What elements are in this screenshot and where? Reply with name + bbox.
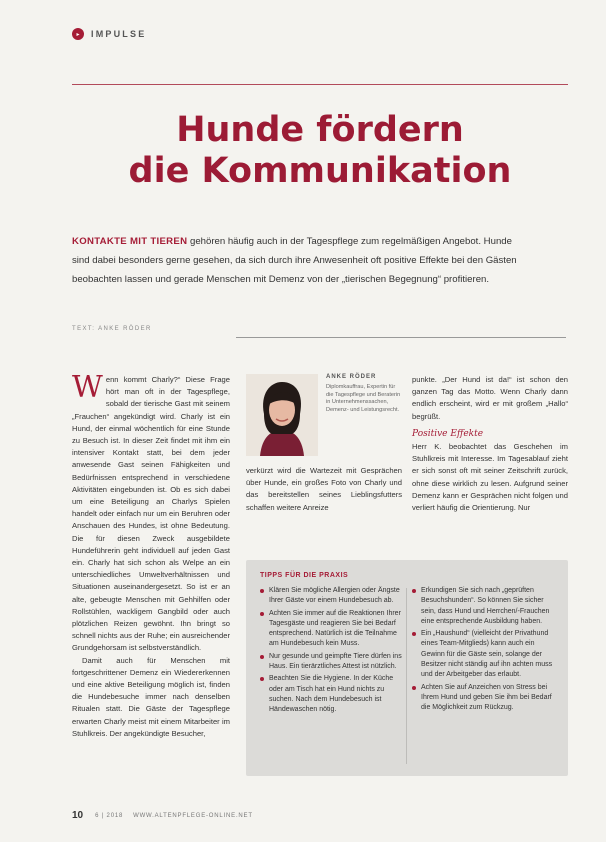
intro-text: gehören häufig auch in der Tagespflege zum regelmäßigen Angebot. Hunde sind dabei besonders gerne gesehen, da sich durch ihre Anwesenheit oft positive Effekte bei den Gästen beobachten lassen und gerade Menschen mit Demenz von der „tierischen Begegnung“ profitieren. <box>72 236 517 285</box>
tips-column-right <box>412 586 554 716</box>
tips-divider <box>406 588 407 764</box>
author-photo <box>246 374 318 456</box>
section-dot-icon: ▸ <box>72 28 84 40</box>
intro-kicker: KONTAKTE MIT TIEREN <box>72 236 188 247</box>
tips-column-left <box>260 586 402 718</box>
drop-cap: W <box>72 370 103 405</box>
paragraph: Herr K. beobachtet das Geschehen im Stuhlkreis mit Interesse. Im Tagesablauf zieht er sich sonst oft mit seiner Zeitschrift zurück, ohne diese wirklich zu lesen. Aufgrund seiner Demenz kann er Gesprächen nicht folgen und verliert häufig die Orientierung. Nur <box>412 442 568 513</box>
column-right <box>412 374 568 514</box>
byline-divider <box>236 337 566 338</box>
article-title <box>60 110 580 192</box>
issue-label: 6 | 2018 <box>95 812 124 819</box>
footer-url: WWW.ALTENPFLEGE-ONLINE.NET <box>133 812 253 819</box>
section-label: IMPULSE <box>91 29 147 39</box>
subheading: Positive Effekte <box>412 428 484 439</box>
page-number: 10 <box>72 810 84 821</box>
byline: TEXT: ANKE RÖDER <box>72 326 152 332</box>
title-line-2: die Kommunikation <box>128 151 512 191</box>
column-middle <box>246 465 402 514</box>
paragraph <box>72 370 230 655</box>
author-bio: Diplomkauffrau, Expertin für die Tagespflege und Beraterin in Unternehmenssachen, Demenz- und Leistungsrecht. <box>326 384 401 413</box>
tip-item: Klären Sie mögliche Allergien oder Ängste Ihrer Gäste vor einem Hundebesuch ab. <box>260 586 402 607</box>
section-header <box>72 28 146 40</box>
page-footer <box>72 810 253 821</box>
column-left <box>72 370 230 740</box>
tip-item: Nur gesunde und geimpfte Tiere dürfen ins Haus. Ein tierärztliches Attest ist nützlich. <box>260 652 402 673</box>
tip-item: Beachten Sie die Hygiene. In der Küche oder am Tisch hat ein Hund nichts zu suchen. Nach dem Hundebesuch ist Händewaschen nötig. <box>260 674 402 715</box>
tip-item: Erkundigen Sie sich nach „geprüften Besuchshunden“. So können Sie sicher sein, dass Hund und Herrchen/-Frauchen eine entsprechende Ausbildung haben. <box>412 586 554 627</box>
header-divider <box>72 84 568 85</box>
tip-item: Ein „Haushund“ (vielleicht der Privathund eines Team-Mitglieds) kann auch ein Gewinn für die Gäste sein, solange der Besitzer nicht ständig auf ihn achten muss und der Arbeitgeber das erlaubt. <box>412 629 554 680</box>
title-line-1: Hunde fördern <box>176 110 464 150</box>
paragraph: Damit auch für Menschen mit fortgeschrittener Demenz ein Wiedererkennen und eine aktive Beteiligung möglich ist, finden die Hundebesuche immer nach denselben Ritualen statt. Die Gäste der Tagespflege erwarten Charly meist mit einem Mitarbeiter im Stuhlkreis. Der angekündigte Besucher, <box>72 655 230 738</box>
tips-title: TIPPS FÜR DIE PRAXIS <box>260 572 349 579</box>
tips-box <box>246 560 568 776</box>
author-name: ANKE RÖDER <box>326 374 377 380</box>
author-portrait-image <box>246 374 318 456</box>
intro-paragraph <box>72 232 532 289</box>
paragraph-text: enn kommt Charly?“ Diese Frage hört man oft in der Tagespflege, sobald der tierische Gast mit seinem „Frauchen“ angekündigt wird. Charly ist ein Hund, der einmal wöchentlich für eine Stunde zu Besuch ist. In dieser Zeit findet mit ihm ein intensiver Kontakt statt, bei dem jeder anwesende Gast seinen Fähigkeiten und Bedürfnissen entsprechend in verschiedene Aktivitäten eingebunden ist. Ob es sich dabei um eine Beteiligung an Charlys Spielen handelt oder einfach nur um ein Beruhren oder Anschauen des Hundes, ist ohne Bedeutung. Die für diesen Zweck ausgebildete Hundeführerin geht individuell auf jeden Gast ein. Charly hat sich schon als Welpe an ein unterschiedliches Umweltverhältnissen und Situationen auseinandergesetzt. So ist er an alte, gebeugte Menschen mit Gehhilfen oder Rollstühlen, wackligem Gangbild oder auch plötzlichen Reizen gewöhnt. Ihn bringt so schnell nichts aus der Ruhe; ein ausreichender Grundgehorsam ist selbstverständlich. <box>72 375 230 653</box>
paragraph: punkte. „Der Hund ist da!“ ist schon den ganzen Tag das Motto. Wenn Charly dann endlich erscheint, wird er mit großem „Hallo“ begrüßt. <box>412 375 568 421</box>
tip-item: Achten Sie auf Anzeichen von Stress bei Ihrem Hund und geben Sie ihm bei Bedarf die Möglichkeit zum Rückzug. <box>412 683 554 714</box>
tip-item: Achten Sie immer auf die Reaktionen Ihrer Tagesgäste und reagieren Sie bei Bedarf entsprechend. Natürlich ist die Teilnahme am Hundebesuch kein Muss. <box>260 609 402 650</box>
paragraph: verkürzt wird die Wartezeit mit Gesprächen über Hunde, ein großes Foto von Charly und das bereitstellen seines Lieblingsfutters schaffen weitere Anreize <box>246 466 402 512</box>
